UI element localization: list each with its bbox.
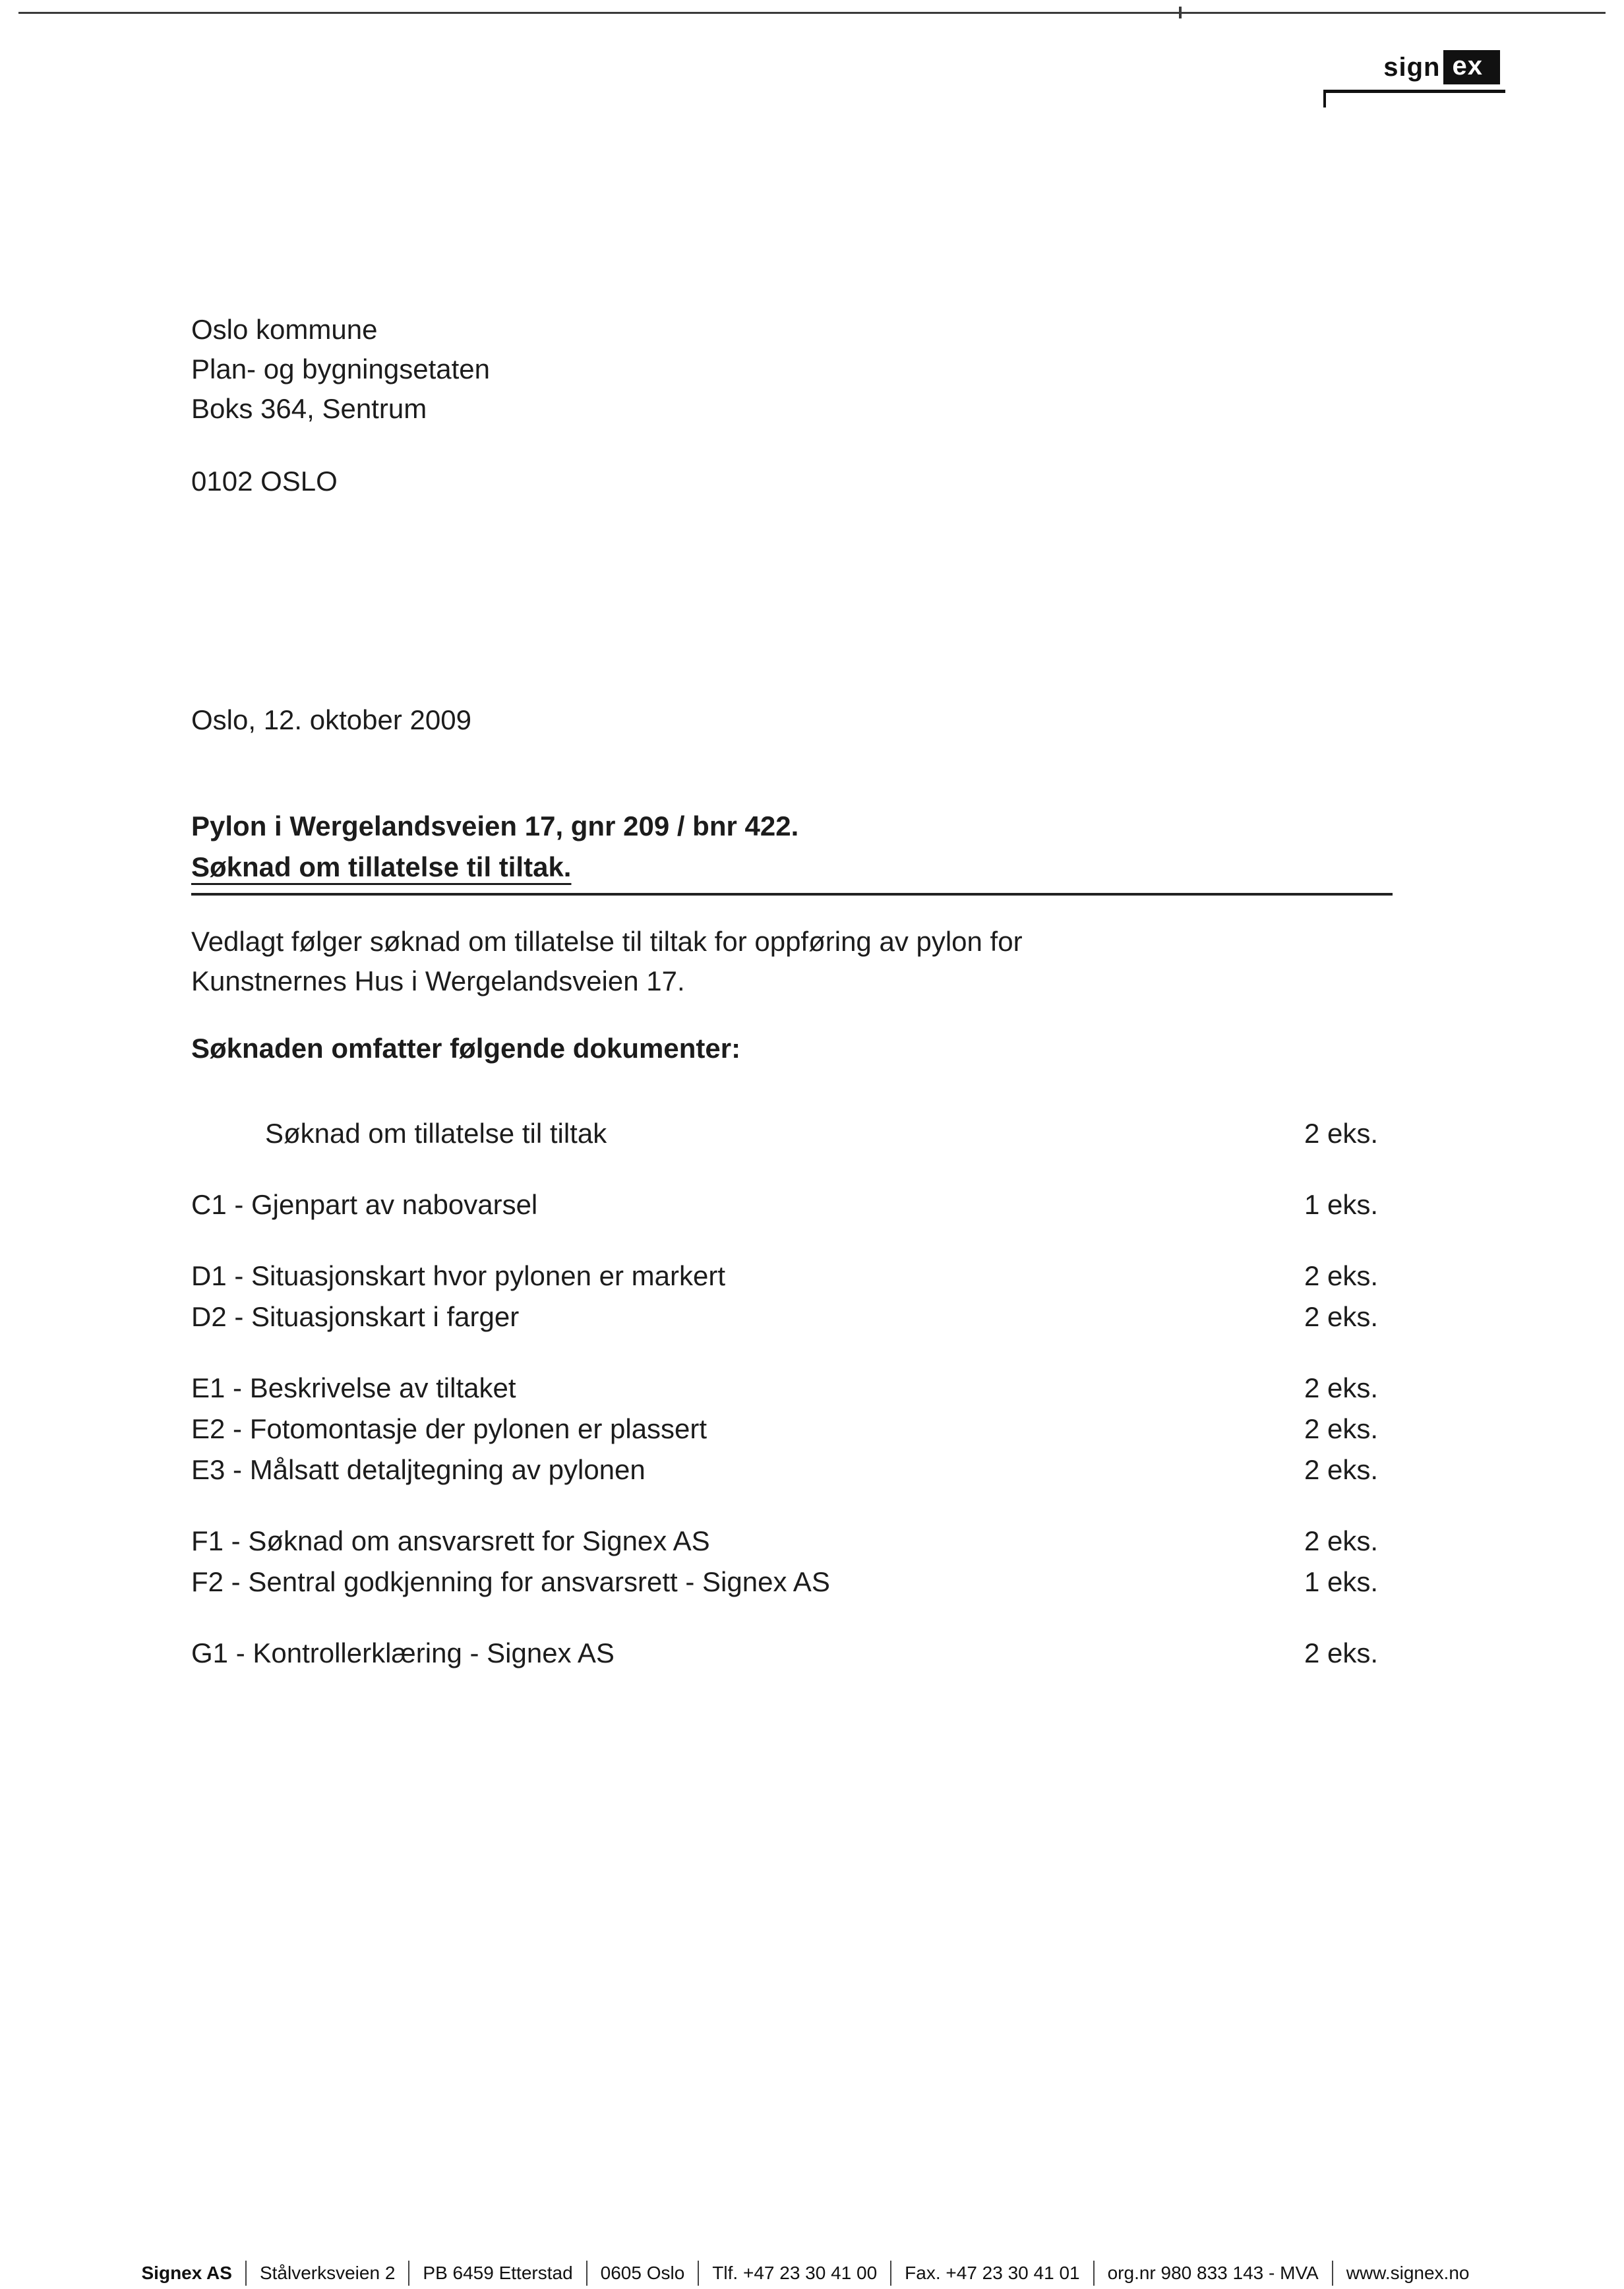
footer-fax: Fax. +47 23 30 41 01	[891, 2261, 1094, 2286]
scan-top-rule	[18, 12, 1606, 14]
document-label: E1 - Beskrivelse av tiltaket	[191, 1372, 516, 1403]
document-count: 1 eks.	[1304, 1566, 1378, 1597]
signex-logo	[1383, 50, 1500, 84]
document-count: 2 eks.	[1304, 1118, 1378, 1149]
scan-tick-mark	[1179, 7, 1182, 18]
document-count: 2 eks.	[1304, 1454, 1378, 1485]
footer-postal-city: 0605 Oslo	[587, 2261, 700, 2286]
letterhead-footer	[142, 2261, 1483, 2286]
body-line: Kunstnernes Hus i Wergelandsveien 17.	[191, 965, 685, 996]
logo-text-ex-boxed: ex	[1443, 50, 1501, 84]
footer-street-address: Stålverksveien 2	[247, 2261, 409, 2286]
document-label: C1 - Gjenpart av nabovarsel	[191, 1189, 538, 1220]
document-list	[191, 1113, 1378, 1704]
recipient-address	[191, 310, 490, 429]
document-label: F2 - Sentral godkjenning for ansvarsrett - Signex AS	[191, 1566, 830, 1597]
document-label: F1 - Søknad om ansvarsrett for Signex AS	[191, 1525, 710, 1556]
body-line: Vedlagt følger søknad om tillatelse til tiltak for oppføring av pylon for	[191, 926, 1023, 957]
document-row	[191, 1113, 1378, 1154]
footer-org-number: org.nr 980 833 143 - MVA	[1095, 2261, 1333, 2286]
recipient-line: Oslo kommune	[191, 314, 378, 345]
footer-company-name: Signex AS	[142, 2261, 247, 2286]
document-label: E3 - Målsatt detaljtegning av pylonen	[191, 1454, 646, 1485]
document-row	[191, 1450, 1378, 1490]
document-row	[191, 1297, 1378, 1337]
document-group	[191, 1521, 1378, 1602]
document-count: 2 eks.	[1304, 1637, 1378, 1668]
document-group	[191, 1633, 1378, 1674]
footer-website: www.signex.no	[1346, 2263, 1470, 2283]
subject-block	[191, 806, 1393, 896]
document-row	[191, 1633, 1378, 1674]
documents-heading: Søknaden omfatter følgende dokumenter:	[191, 1033, 741, 1064]
document-group	[191, 1256, 1378, 1337]
dateline: Oslo, 12. oktober 2009	[191, 704, 471, 735]
document-group	[191, 1184, 1378, 1225]
document-label: D2 - Situasjonskart i farger	[191, 1301, 520, 1332]
document-count: 2 eks.	[1304, 1413, 1378, 1444]
document-group	[191, 1113, 1378, 1154]
document-row	[191, 1256, 1378, 1297]
document-row	[191, 1368, 1378, 1409]
document-label: D1 - Situasjonskart hvor pylonen er markert	[191, 1260, 725, 1291]
document-row	[191, 1521, 1378, 1562]
document-row	[191, 1184, 1378, 1225]
document-label: G1 - Kontrollerklæring - Signex AS	[191, 1637, 615, 1668]
footer-phone: Tlf. +47 23 30 41 00	[699, 2261, 891, 2286]
document-row	[191, 1562, 1378, 1602]
logo-text-sign: sign	[1383, 52, 1441, 82]
recipient-line: Plan- og bygningsetaten	[191, 353, 490, 384]
document-row	[191, 1409, 1378, 1450]
document-label: Søknad om tillatelse til tiltak	[265, 1118, 607, 1149]
recipient-postal-code: 0102 OSLO	[191, 466, 338, 497]
recipient-line: Boks 364, Sentrum	[191, 393, 427, 424]
document-count: 1 eks.	[1304, 1189, 1378, 1220]
body-paragraph	[191, 922, 1378, 1001]
logo-underline-rule	[1323, 90, 1505, 107]
footer-po-box: PB 6459 Etterstad	[409, 2261, 587, 2286]
subject-title: Pylon i Wergelandsveien 17, gnr 209 / bnr 422.	[191, 810, 799, 841]
document-count: 2 eks.	[1304, 1260, 1378, 1291]
document-label: E2 - Fotomontasje der pylonen er plassert	[191, 1413, 707, 1444]
document-count: 2 eks.	[1304, 1372, 1378, 1403]
document-group	[191, 1368, 1378, 1490]
subject-subtitle: Søknad om tillatelse til tiltak.	[191, 847, 1393, 896]
document-count: 2 eks.	[1304, 1525, 1378, 1556]
document-count: 2 eks.	[1304, 1301, 1378, 1332]
